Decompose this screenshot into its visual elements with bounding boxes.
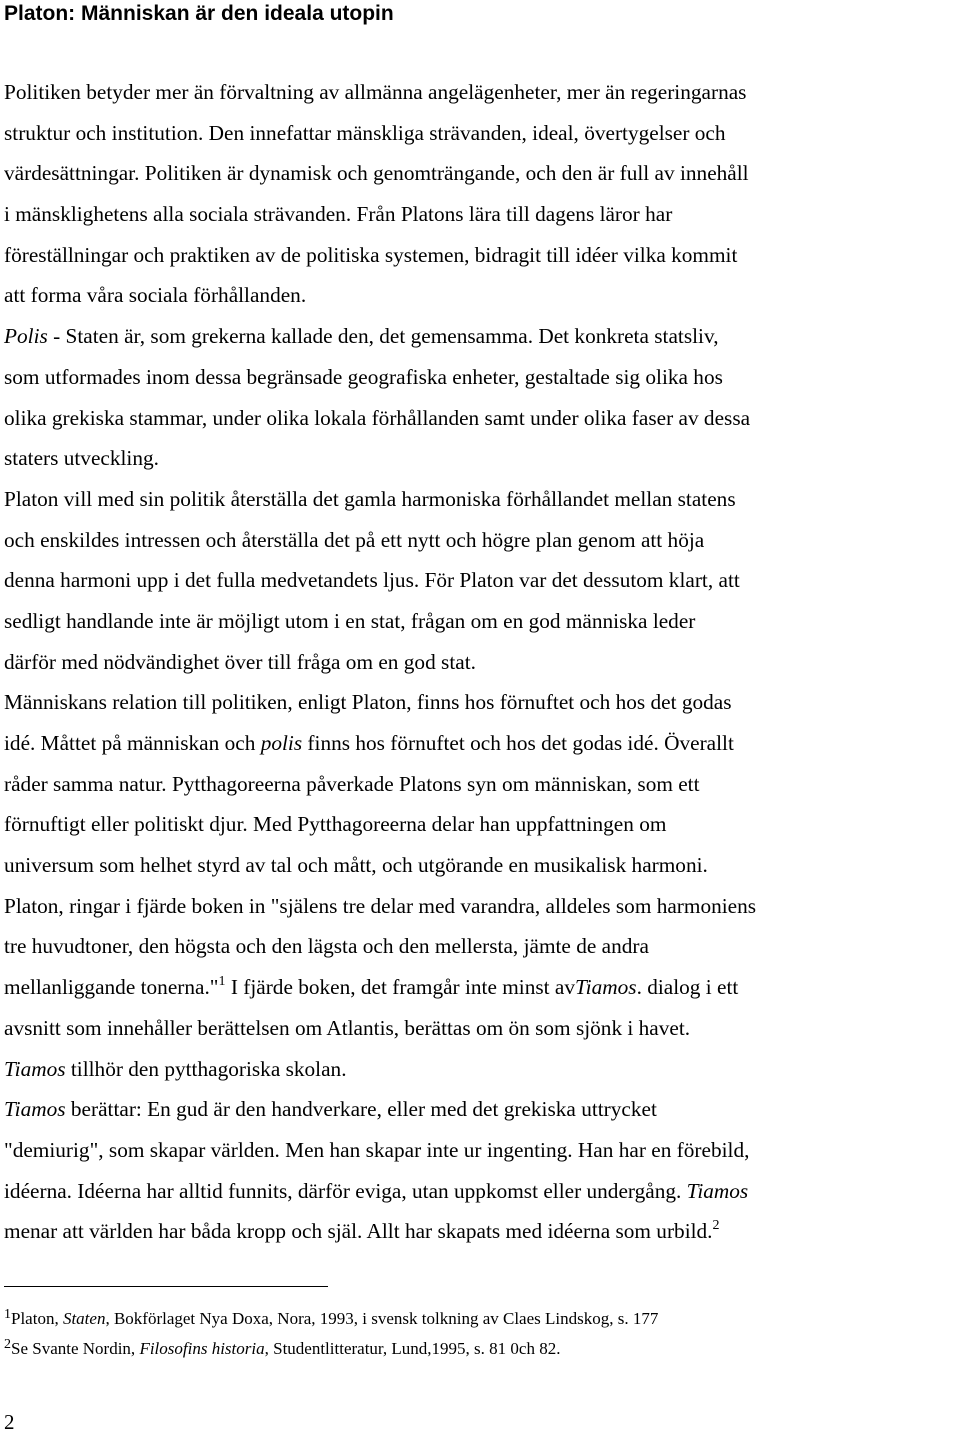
- italic-text: Tiamos: [686, 1178, 749, 1203]
- italic-text: Staten: [62, 1309, 106, 1328]
- text-run: idéerna. Idéerna har alltid funnits, därför eviga, utan uppkomst eller undergång.: [4, 1178, 687, 1203]
- italic-text: Tiamos: [575, 975, 637, 1000]
- text-line: [4, 1171, 960, 1212]
- text-run: - Staten är, som grekerna kallade den, det gemensamma. Det konkreta statsliv,: [47, 324, 719, 349]
- text-run: denna harmoni upp i det fulla medvetandets ljus. För Platon var det dessutom klart, att: [4, 568, 740, 593]
- text-line: [4, 682, 960, 723]
- text-line: [4, 926, 960, 967]
- footnotes: [4, 1304, 658, 1364]
- text-line: [4, 479, 960, 520]
- text-run: menar att världen har båda kropp och själ. Allt har skapats med idéerna som urbild.: [4, 1219, 713, 1244]
- italic-text: polis: [260, 731, 303, 755]
- text-run: I fjärde boken, det framgår inte minst av: [225, 975, 575, 1000]
- text-line: [4, 764, 960, 805]
- text-line: [4, 357, 960, 398]
- text-run: värdesättningar. Politiken är dynamisk och genomträngande, och den är full av innehåll: [4, 161, 749, 186]
- text-run: "demiurig", som skapar världen. Men han skapar inte ur ingenting. Han har en förebild,: [4, 1137, 750, 1162]
- text-run: idé. Måttet på människan och: [4, 731, 261, 755]
- italic-text: Tiamos: [4, 1097, 66, 1122]
- text-line: [4, 72, 960, 113]
- text-line: [4, 1089, 960, 1130]
- text-line: [4, 804, 960, 845]
- footnote: [4, 1304, 658, 1334]
- text-run: Platon, ringar i fjärde boken in "själens tre delar med varandra, alldeles som harmoniens: [4, 893, 757, 918]
- footnote-marker: 1: [4, 1307, 11, 1322]
- italic-text: Polis: [4, 324, 48, 349]
- text-line: [4, 723, 960, 764]
- text-line: [4, 1130, 960, 1171]
- text-run: , Bokförlaget Nya Doxa, Nora, 1993, i svensk tolkning av Claes Lindskog, s. 177: [105, 1309, 659, 1328]
- text-line: [4, 845, 960, 886]
- text-run: som utformades inom dessa begränsade geografiska enheter, gestaltade sig olika hos: [4, 364, 723, 389]
- text-line: [4, 113, 960, 154]
- text-line: [4, 316, 960, 357]
- text-run: Platon vill med sin politik återställa det gamla harmoniska förhållandet mellan statens: [4, 486, 736, 511]
- text-run: sedligt handlande inte är möjligt utom i en stat, frågan om en god människa leder: [4, 608, 696, 633]
- text-line: [4, 153, 960, 194]
- text-run: , Studentlitteratur, Lund,1995, s. 81 0ch 82.: [264, 1339, 561, 1358]
- text-run: tillhör den pytthagoriska skolan.: [65, 1056, 347, 1081]
- text-run: mellanliggande tonerna.": [4, 975, 219, 1000]
- text-run: struktur och institution. Den innefattar mänskliga strävanden, ideal, övertygelser och: [4, 120, 726, 145]
- text-run: råder samma natur. Pytthagoreerna påverkade Platons syn om människan, som ett: [4, 771, 700, 796]
- text-run: tre huvudtoner, den högsta och den lägsta och den mellersta, jämte de andra: [4, 934, 649, 959]
- text-run: olika grekiska stammar, under olika lokala förhållanden samt under olika faser av dessa: [4, 405, 751, 430]
- footnote-marker: 1: [218, 974, 226, 990]
- footnote-marker: 2: [4, 1337, 11, 1352]
- text-run: avsnitt som innehåller berättelsen om Atlantis, berättas om ön som sjönk i havet.: [4, 1015, 691, 1040]
- text-line: [4, 194, 960, 235]
- italic-text: Filosofins historia: [139, 1339, 265, 1358]
- text-run: och enskildes intressen och återställa det på ett nytt och högre plan genom att höja: [4, 527, 705, 552]
- text-line: [4, 886, 960, 927]
- page-number: 2: [4, 1410, 15, 1434]
- text-run: förnuftigt eller politiskt djur. Med Pytthagoreerna delar han uppfattningen om: [4, 812, 667, 837]
- text-line: [4, 438, 960, 479]
- footnote-marker: 2: [712, 1218, 720, 1234]
- text-run: därför med nödvändighet över till fråga om en god stat.: [4, 649, 476, 674]
- text-line: [4, 520, 960, 561]
- text-line: [4, 642, 960, 683]
- text-line: [4, 601, 960, 642]
- footnote-separator: [4, 1286, 328, 1287]
- footnote: [4, 1334, 658, 1364]
- text-line: [4, 560, 960, 601]
- text-line: [4, 967, 960, 1008]
- text-run: Människans relation till politiken, enligt Platon, finns hos förnuftet och hos det godas: [4, 690, 732, 715]
- text-line: [4, 1049, 960, 1090]
- text-run: finns hos förnuftet och hos det godas idé. Överallt: [302, 731, 734, 755]
- text-line: [4, 235, 960, 276]
- text-line: [4, 1211, 960, 1252]
- italic-text: Tiamos: [4, 1056, 66, 1081]
- text-run: att forma våra sociala förhållanden.: [4, 283, 307, 308]
- text-run: i mänsklighetens alla sociala strävanden. Från Platons lära till dagens läror har: [4, 202, 673, 227]
- text-line: [4, 275, 960, 316]
- text-run: Politiken betyder mer än förvaltning av allmänna angelägenheter, mer än regeringarnas: [4, 80, 747, 104]
- text-run: Platon,: [11, 1309, 63, 1328]
- text-run: . dialog i ett: [636, 975, 739, 1000]
- text-run: staters utveckling.: [4, 446, 159, 471]
- text-line: [4, 1008, 960, 1049]
- body-text: [4, 72, 960, 1252]
- text-run: Se Svante Nordin,: [11, 1339, 140, 1358]
- document-title: Platon: Människan är den ideala utopin: [4, 2, 394, 25]
- text-run: föreställningar och praktiken av de politiska systemen, bidragit till idéer vilka kommit: [4, 242, 738, 267]
- text-line: [4, 398, 960, 439]
- text-run: berättar: En gud är den handverkare, eller med det grekiska uttrycket: [65, 1097, 657, 1122]
- text-run: universum som helhet styrd av tal och mått, och utgörande en musikalisk harmoni.: [4, 853, 708, 878]
